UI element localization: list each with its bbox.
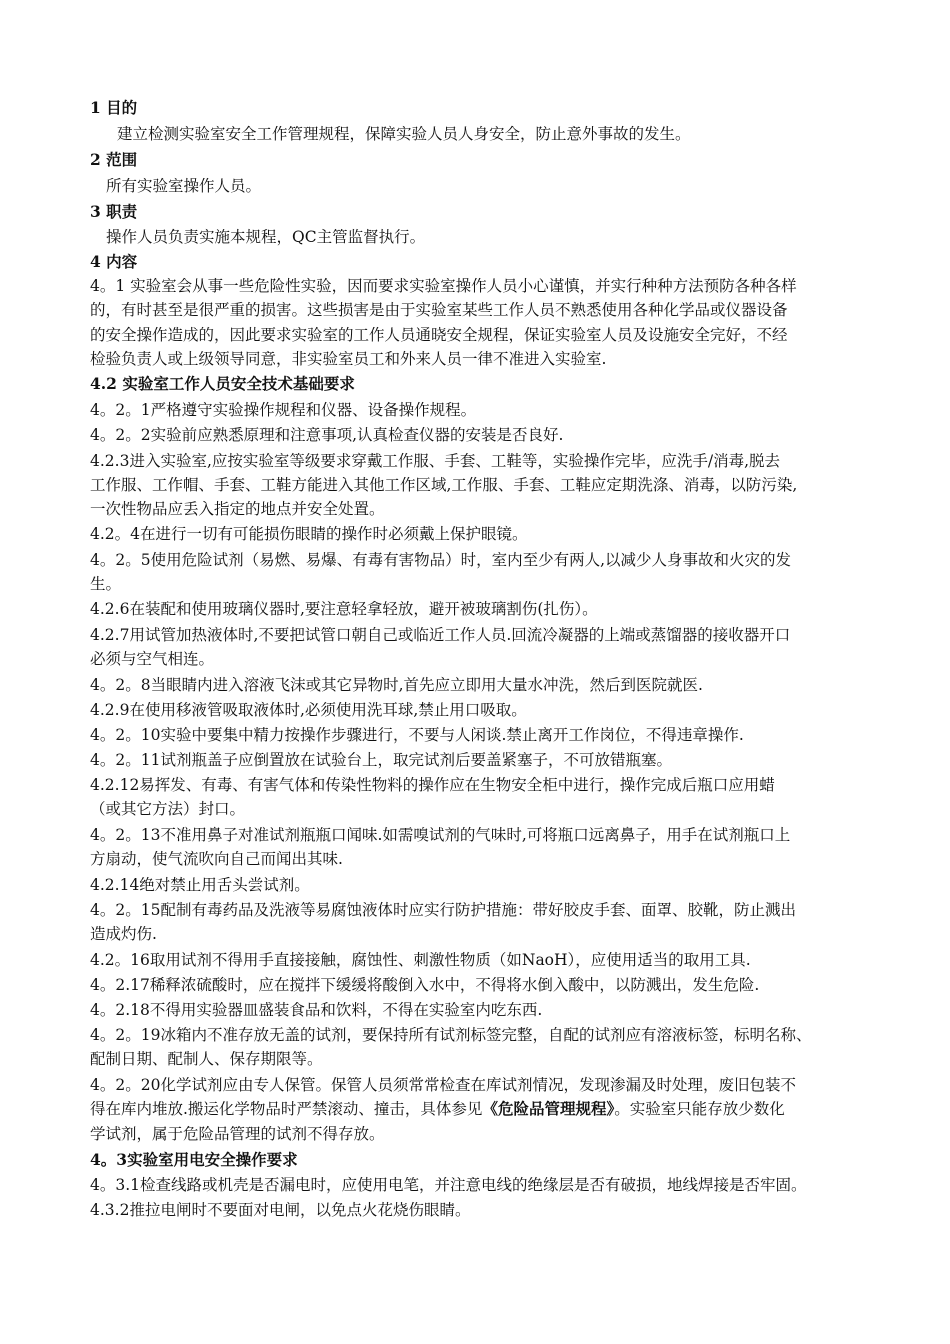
item-4-2-5-line: 4。2。5使用危险试剂（易燃、易爆、有毒有害物品）时，室内至少有两人,以减少人身事故和火灾的发 bbox=[90, 551, 792, 569]
item-4-2-3-line: 一次性物品应丢入指定的地点并安全处置。 bbox=[90, 500, 385, 518]
item-4-2-10: 4。2。10实验中要集中精力按操作步骤进行，不要与人闲谈.禁止离开工作岗位，不得违章操作. bbox=[90, 726, 744, 744]
item-4-2-7-line: 必须与空气相连。 bbox=[90, 650, 215, 668]
item-4-2-19-line: 配制日期、配制人、保存期限等。 bbox=[90, 1050, 323, 1068]
paragraph-4-1-line: 的，有时甚至是很严重的损害。这些损害是由于实验室某些工作人员不熟悉使用各种化学品或仪器设备 bbox=[90, 301, 788, 319]
section-body-scope: 所有实验室操作人员。 bbox=[106, 177, 262, 195]
dangerous-goods-regulation-reference: 《危险品管理规程》 bbox=[482, 1099, 615, 1118]
section-body-purpose: 建立检测实验室安全工作管理规程，保障实验人员人身安全，防止意外事故的发生。 bbox=[117, 125, 691, 143]
item-4-2-20-text: 得在库内堆放.搬运化学物品时严禁滚动、撞击，具体参见 bbox=[90, 1100, 483, 1118]
section-body-responsibility: 操作人员负责实施本规程，QC主管监督执行。 bbox=[106, 228, 426, 246]
item-4-2-1: 4。2。1严格遵守实验操作规程和仪器、设备操作规程。 bbox=[90, 401, 477, 419]
item-4-2-20-line bbox=[90, 1097, 785, 1121]
item-4-2-17: 4。2.17稀释浓硫酸时，应在搅拌下缓缓将酸倒入水中，不得将水倒入酸中，以防溅出，发生危险. bbox=[90, 976, 760, 994]
section-heading-purpose: 1 目的 bbox=[90, 98, 138, 117]
item-4-2-12-line: 4.2.12易挥发、有毒、有害气体和传染性物料的操作应在生物安全柜中进行，操作完成后瓶口应用蜡 bbox=[90, 776, 775, 794]
item-4-2-13-line: 4。2。13不准用鼻子对准试剂瓶瓶口闻味.如需嗅试剂的气味时,可将瓶口远离鼻子，用手在试剂瓶口上 bbox=[90, 826, 791, 844]
item-4-2-15-line: 造成灼伤. bbox=[90, 925, 157, 943]
item-4-2-7-line: 4.2.7用试管加热液体时,不要把试管口朝自己或临近工作人员.回流冷凝器的上端或蒸馏器的接收器开口 bbox=[90, 626, 791, 644]
item-4-2-12-line: （或其它方法）封口。 bbox=[90, 800, 246, 818]
section-heading-content: 4 内容 bbox=[90, 252, 138, 271]
subsection-heading-4-2: 4.2 实验室工作人员安全技术基础要求 bbox=[90, 374, 355, 393]
item-4-2-3-line: 工作服、工作帽、手套、工鞋方能进入其他工作区域,工作服、手套、工鞋应定期洗涤、消毒，以防污染, bbox=[90, 476, 798, 494]
item-4-2-20-text: 。实验室只能存放少数化 bbox=[614, 1100, 785, 1118]
item-4-2-5-line: 生。 bbox=[90, 575, 122, 593]
item-4-2-19-line: 4。2。19冰箱内不准存放无盖的试剂，要保持所有试剂标签完整，自配的试剂应有溶液标签，标明名称、 bbox=[90, 1026, 812, 1044]
paragraph-4-1-line: 4。1 实验室会从事一些危险性实验，因而要求实验室操作人员小心谨慎，并实行种种方法预防各种各样 bbox=[90, 277, 797, 295]
item-4-2-13-line: 方扇动，使气流吹向自己而闻出其味. bbox=[90, 850, 343, 868]
subsection-heading-4-3: 4。3实验室用电安全操作要求 bbox=[90, 1150, 298, 1169]
item-4-2-14: 4.2.14绝对禁止用舌头尝试剂。 bbox=[90, 876, 310, 894]
item-4-2-11: 4。2。11试剂瓶盖子应倒置放在试验台上，取完试剂后要盖紧塞子，不可放错瓶塞。 bbox=[90, 751, 672, 769]
item-4-2-2: 4。2。2实验前应熟悉原理和注意事项,认真检查仪器的安装是否良好. bbox=[90, 426, 564, 444]
section-heading-scope: 2 范围 bbox=[90, 150, 138, 169]
item-4-2-16: 4.2。16取用试剂不得用手直接接触，腐蚀性、刺激性物质（如NaoH），应使用适当的取用工具. bbox=[90, 951, 751, 969]
item-4-3-1: 4。3.1检查线路或机壳是否漏电时，应使用电笔，并注意电线的绝缘层是否有破损，地线焊接是否牢固。 bbox=[90, 1176, 807, 1194]
paragraph-4-1-line: 的安全操作造成的，因此要求实验室的工作人员通晓安全规程，保证实验室人员及设施安全完好，不经 bbox=[90, 326, 788, 344]
item-4-2-15-line: 4。2。15配制有毒药品及洗液等易腐蚀液体时应实行防护措施：带好胶皮手套、面罩、胶靴，防止溅出 bbox=[90, 901, 796, 919]
item-4-2-6: 4.2.6在装配和使用玻璃仪器时,要注意轻拿轻放，避开被玻璃割伤(扎伤）。 bbox=[90, 600, 598, 618]
item-4-3-2: 4.3.2推拉电闸时不要面对电闸，以免点火花烧伤眼睛。 bbox=[90, 1201, 471, 1219]
section-heading-responsibility: 3 职责 bbox=[90, 202, 138, 221]
item-4-2-4: 4.2。4在进行一切有可能损伤眼睛的操作时必须戴上保护眼镜。 bbox=[90, 525, 528, 543]
paragraph-4-1-line: 检验负责人或上级领导同意，非实验室员工和外来人员一律不准进入实验室. bbox=[90, 350, 607, 368]
item-4-2-18: 4。2.18不得用实验器皿盛装食品和饮料，不得在实验室内吃东西. bbox=[90, 1001, 543, 1019]
item-4-2-8: 4。2。8当眼睛内进入溶液飞沫或其它异物时,首先应立即用大量水冲洗，然后到医院就医. bbox=[90, 676, 703, 694]
item-4-2-9: 4.2.9在使用移液管吸取液体时,必须使用洗耳球,禁止用口吸取。 bbox=[90, 701, 527, 719]
item-4-2-3-line: 4.2.3进入实验室,应按实验室等级要求穿戴工作服、手套、工鞋等，实验操作完毕，应洗手/消毒,脱去 bbox=[90, 452, 781, 470]
item-4-2-20-line: 学试剂，属于危险品管理的试剂不得存放。 bbox=[90, 1125, 385, 1143]
item-4-2-20-line: 4。2。20化学试剂应由专人保管。保管人员须常常检查在库试剂情况，发现渗漏及时处理，废旧包装不 bbox=[90, 1076, 796, 1094]
